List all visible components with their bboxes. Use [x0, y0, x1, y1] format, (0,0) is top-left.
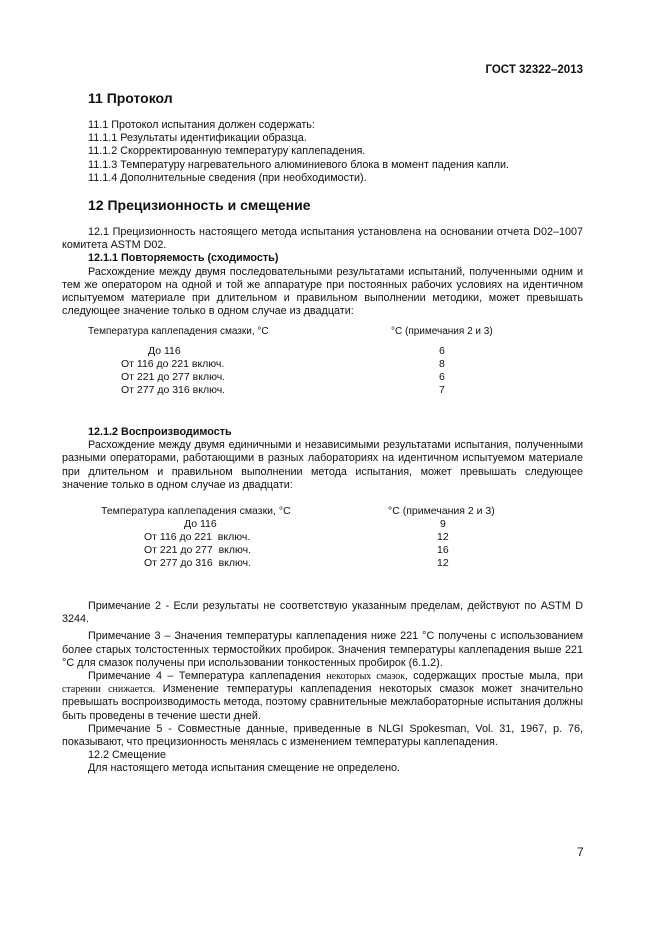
section-12-title: 12 Прецизионность и смещение — [88, 197, 311, 213]
reproducibility-section — [62, 426, 583, 492]
table-cell-range: От 221 до 277 включ. — [121, 371, 226, 383]
note-4: Примечание 4 – Температура каплепадения некоторых смазок, содержащих простые мыла, при старении снижается. Изменение температуры каплепадения некоторых смазок может значительно превышать воспроизводимость метода, поэтому сравнительные межлабораторные испытания должны быть проведены в течение шести дней. — [62, 670, 583, 722]
note-2: Примечание 2 - Если результаты не соответствую указанным пределам, действуют по ASTM D 3244. — [62, 600, 583, 626]
notes-section — [62, 600, 583, 776]
table-cell-value: 7 — [439, 384, 445, 396]
repeatability-heading: 12.1.1 Повторяемость (сходимость) — [88, 252, 279, 265]
page-number: 7 — [577, 845, 584, 859]
section-11-title: 11 Протокол — [88, 90, 173, 106]
table-header-value: °С (примечания 2 и 3) — [391, 326, 493, 337]
list-item: 11.1.3 Температуру нагревательного алюминиевого блока в момент падения капли. — [88, 158, 510, 171]
document-id-header: ГОСТ 32322–2013 — [485, 64, 583, 76]
table-cell-value: 12 — [437, 531, 449, 543]
reproducibility-text: Расхождение между двумя единичными и независимыми результатами испытания, полученными разными операторами, работающими в разных лабораториях на идентичном испытуемом материале при длительном и правильном выполнении метода испытания, может превышать следующее значение только в одном случае из двадцати: — [62, 439, 583, 491]
table-cell-value: 8 — [439, 358, 445, 370]
paragraph-12-1: 12.1 Прецизионность настоящего метода испытания установлена на основании отчета D02–1007 комитета ASTM D02. — [62, 226, 583, 252]
table-cell-value: 9 — [440, 518, 446, 530]
section-12-body — [62, 226, 583, 318]
list-item: 11.1.1 Результаты идентификации образца. — [88, 132, 307, 145]
note-3: Примечание 3 – Значения температуры каплепадения ниже 221 °С получены с использованием более старых толстостенных термостойких пробирок. Значения температуры каплепадения выше 221 °С для смазок получены при использовании тонкостенных пробирок (6.1.2). — [62, 630, 583, 669]
table-cell-range: От 221 до 277 включ. — [144, 544, 252, 556]
table-cell-value: 16 — [437, 544, 449, 556]
table-cell-range: От 116 до 221 включ. — [144, 531, 251, 543]
table-header-value: °С (примечания 2 и 3) — [388, 505, 495, 517]
list-item: 11.1 Протокол испытания должен содержать: — [88, 119, 315, 131]
table-cell-range: От 277 до 316 включ. — [121, 384, 226, 396]
section-11-list — [88, 119, 509, 185]
reproducibility-heading: 12.1.2 Воспроизводимость — [88, 426, 232, 438]
table-header-temperature: Температура каплепадения смазки, °С — [88, 326, 269, 337]
table-cell-range: От 277 до 316 включ. — [144, 557, 252, 569]
table-cell-range: От 116 до 221 включ. — [121, 358, 225, 370]
table-cell-value: 6 — [439, 345, 445, 357]
note-5: Примечание 5 - Совместные данные, приведенные в NLGI Spokesman, Vol. 31, 1967, p. 76, показывают, что прецизионность менялась с изменением температуры каплепадения. — [62, 722, 583, 749]
bias-heading: 12.2 Смещение — [88, 749, 167, 762]
list-item: 11.1.2 Скорректированную температуру каплепадения. — [88, 145, 366, 158]
list-item: 11.1.4 Дополнительные сведения (при необходимости). — [88, 171, 367, 184]
table-cell-value: 6 — [439, 371, 445, 383]
table-header-temperature: Температура каплепадения смазки, °С — [101, 505, 291, 517]
bias-text: Для настоящего метода испытания смещение не определено. — [88, 762, 401, 775]
table-cell-value: 12 — [437, 557, 449, 569]
repeatability-text: Расхождение между двумя последовательными результатами испытаний, полученными одним и тем же оператором на одной и той же аппаратуре при постоянных рабочих условиях на идентичном испытуемом материале при длительном и правильном выполнении методики, может превышать следующее значение только в одном случае из двадцати: — [62, 265, 583, 318]
table-cell-range: До 116 — [184, 518, 217, 530]
table-cell-range: До 116 — [148, 345, 181, 357]
